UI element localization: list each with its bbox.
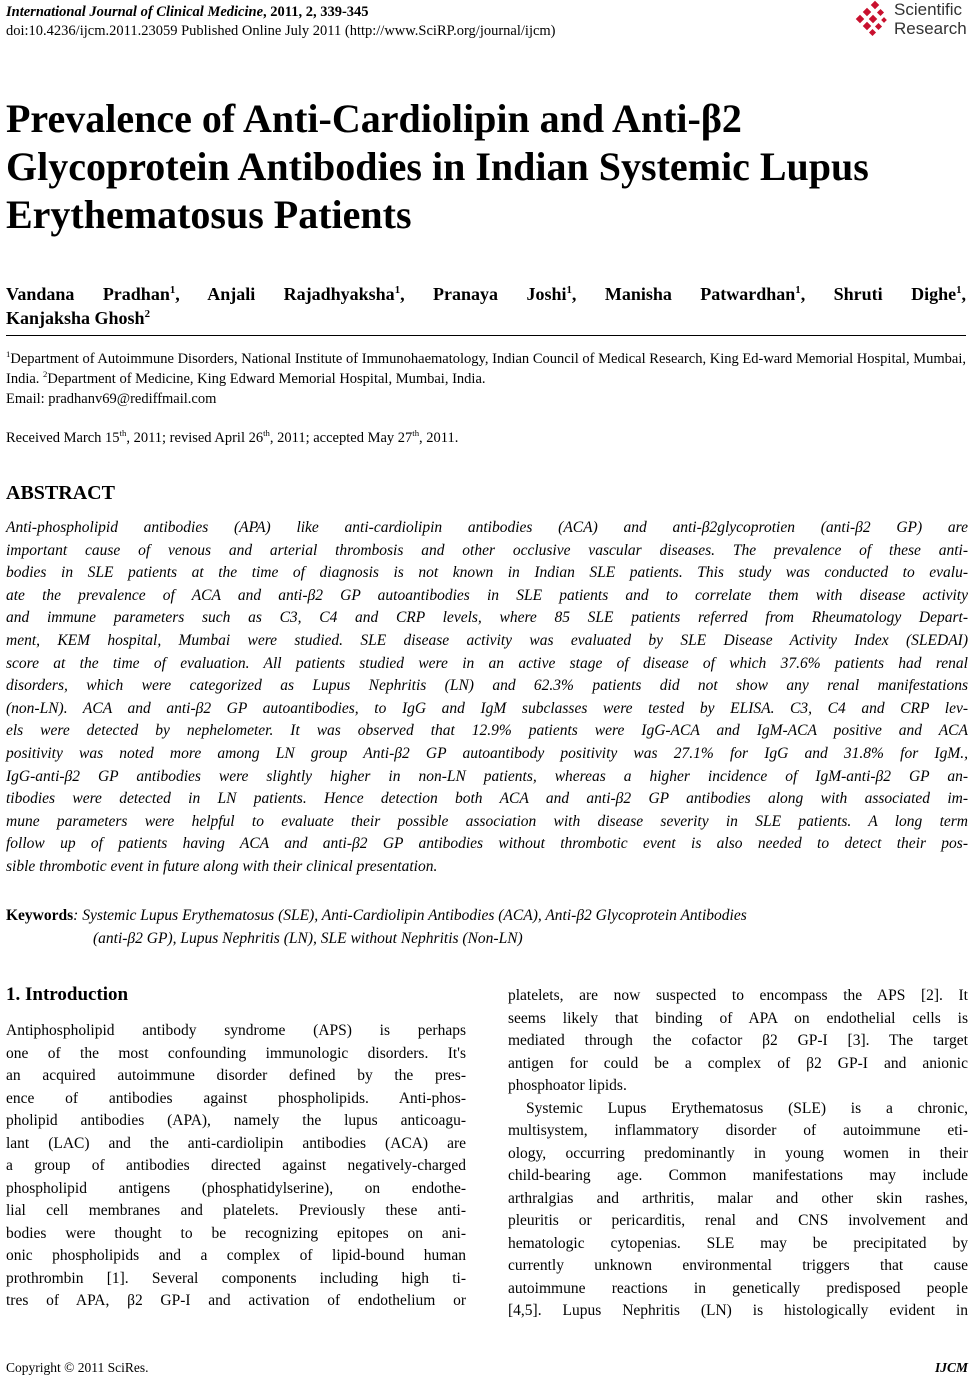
text-line: [4,5]. Lupus Nephritis (LN) is histologically evident in [508, 1302, 968, 1319]
text-line: lant (LAC) and the anti-cardiolipin antibodies (ACA) are [6, 1134, 466, 1152]
text-line: tres of APA, β2 GP-I and activation of endothelium or [6, 1292, 466, 1309]
abstract-heading: ABSTRACT [6, 482, 115, 504]
abstract-line: sible thrombotic event in future along with their clinical presentation. [6, 857, 438, 875]
journal-info: , 2011, 2, 339-345 [263, 4, 369, 20]
text-line: hematologic cytopenias. SLE may be precipitated by [508, 1234, 968, 1252]
dates-line [6, 429, 458, 447]
abstract-line: bodies in SLE patients at the time of diagnosis is not known in Indian SLE patients. This study was conducted to evalu- [6, 564, 968, 582]
author-list: Vandana Pradhan$^1$, Anjali Rajadhyaksha$^1$, Pranaya Joshi$^1$, Manisha Patwardhan$^1$, Shruti Dighe$^1$, [6, 284, 966, 304]
keywords-label: Keywords [6, 907, 74, 924]
author: Anjali Rajadhyaksha [207, 284, 395, 304]
author: Shruti Dighe [833, 284, 957, 304]
date-sup: th [263, 428, 270, 439]
right-column [508, 985, 968, 1323]
abstract-line: mune parameters were helpful to evaluate their possible association with disease severity in SLE patients. A long term [6, 812, 968, 830]
abstract-line: (non-LN). ACA and anti-β2 GP autoantibodies, to IgG and IgM subclasses were tested by ELISA. C3, C4 and CRP lev- [6, 699, 968, 717]
title-line-1: Prevalence of Anti-Cardiolipin and Anti-β2 [6, 96, 742, 141]
text-line: bodies were thought to be recognizing epitopes on ani- [6, 1224, 466, 1242]
keywords-line-1: : Systemic Lupus Erythematosus (SLE), Anti-Cardiolipin Antibodies (ACA), Anti-β2 Glycoprotein Antibodies [73, 907, 747, 924]
date-sup: th [119, 428, 127, 439]
author-sup: 1 [394, 284, 401, 296]
abstract-body [6, 517, 968, 879]
text-line: Antiphospholipid antibody syndrome (APS) is perhaps [6, 1022, 466, 1039]
journal-citation [6, 4, 369, 21]
abstract-line: ment, KEM hospital, Mumbai were studied. SLE disease activity was evaluated by SLE Disease Activity Index (SLEDAI) [6, 631, 968, 649]
text-line: ence of antibodies against phospholipids. Anti-phos- [6, 1089, 466, 1107]
affiliation [6, 349, 966, 389]
email[interactable]: Email: pradhanv69@rediffmail.com [6, 391, 217, 407]
author-list-cont [6, 306, 150, 330]
logo-line2: Research [894, 19, 967, 38]
abstract-line: disorders, which were categorized as Lupus Nephritis (LN) and 62.3% patients did not show any renal manifestations [6, 677, 968, 695]
logo-text [894, 0, 967, 38]
text-line: platelets, are now suspected to encompass the APS [2]. It [508, 987, 968, 1004]
text-line: an acquired autoimmune disorder defined by the pres- [6, 1067, 466, 1084]
section-heading: 1. Introduction [6, 984, 129, 1005]
text-line: pleuritis or pericarditis, renal and CNS involvement and [508, 1212, 968, 1229]
title-line-3: Erythematosus Patients [6, 192, 412, 237]
author: Kanjaksha Ghosh [6, 308, 145, 328]
keywords [6, 904, 968, 927]
author-sup: 1 [956, 284, 962, 296]
paper-title [6, 95, 966, 239]
text-line: prothrombin [1]. Several components including high ti- [6, 1269, 466, 1287]
author-sup: 2 [144, 308, 150, 320]
author-sup: 1 [169, 284, 176, 296]
revised-date: , 2011; revised April 26 [126, 430, 264, 446]
text-line: onic phospholipids and a complex of lipid-bound human [6, 1247, 466, 1264]
author: Manisha Patwardhan [604, 284, 796, 304]
affil-text-2: Department of Medicine, King Edward Memorial Hospital, Mumbai, India. [47, 371, 486, 387]
divider [6, 335, 966, 336]
author-sup: 1 [566, 284, 572, 296]
abstract-line: follow up of patients having ACA and anti-β2 GP antibodies without thrombotic event is also needed to detect their pos- [6, 835, 968, 853]
abstract-line: positivity was noted more among LN group Anti-β2 GP autoantibody positivity was 27.1% for IgG and 31.8% for IgM., [6, 744, 968, 762]
text-line: multisystem, inflammatory disorder of autoimmune eti- [508, 1122, 968, 1139]
scientific-research-logo-icon [852, 0, 892, 40]
text-line: Systemic Lupus Erythematosus (SLE) is a chronic, [526, 1099, 968, 1117]
text-line: ology, occurring predominantly in young women in their [508, 1144, 968, 1162]
received-date: Received March 15 [6, 430, 120, 446]
copyright: Copyright © 2011 SciRes. [6, 1360, 149, 1375]
abstract-line: ate the prevalence of ACA and anti-β2 GP autoantibodies in SLE patients and to correlate them with disease activity [6, 586, 968, 604]
abstract-line: important cause of venous and arterial thrombosis and other occlusive vascular diseases. The prevalence of these anti- [6, 541, 968, 559]
abstract-line: els were detected by nephelometer. It was observed that 12.9% patients were IgG-ACA and IgM-ACA positive and ACA [6, 722, 968, 740]
abstract-line: and immune parameters such as C3, C4 and CRP levels, where 85 SLE patients referred from Rheumatology Depart- [6, 609, 968, 627]
journal-name: International Journal of Clinical Medicine [6, 4, 264, 20]
doi-line[interactable]: doi:10.4236/ijcm.2011.23059 Published Online July 2011 (http://www.SciRP.org/journal/ijcm) [6, 23, 556, 39]
keywords-line-2: (anti-β2 GP), Lupus Nephritis (LN), SLE without Nephritis (Non-LN) [93, 930, 523, 947]
text-line: currently unknown environmental triggers that cause [508, 1257, 968, 1274]
left-column [6, 1020, 466, 1313]
abstract-line: tibodies were detected in LN patients. Hence detection both ACA and anti-β2 GP antibodies along with associated im- [6, 790, 968, 808]
abstract-line: IgG-anti-β2 GP antibodies were slightly higher in non-LN patients, whereas a higher incidence of IgM-anti-β2 GP an- [6, 767, 968, 785]
text-line: seems likely that binding of APA on endothelial cells is [508, 1009, 968, 1027]
affil-sup: 2 [43, 369, 48, 380]
publisher-logo[interactable] [852, 0, 972, 40]
affil-sup: 1 [6, 349, 11, 360]
text-line: pholipid antibodies (APA), namely the lupus anticoagu- [6, 1112, 466, 1129]
affil-text-1: Department of Autoimmune Disorders, National Institute of Immunohaematology, Indian Council of Medical Research, King Ed-ward Memorial Hospital, Mumbai, India. [6, 351, 966, 387]
author-sup: 1 [795, 284, 801, 296]
text-line: lial cell membranes and platelets. Previously these anti- [6, 1202, 466, 1219]
accepted-date: , 2011; accepted May 27 [269, 430, 413, 446]
text-line: arthralgias and arthritis, malar and other skin rashes, [508, 1189, 968, 1207]
text-line: antigen for could be a complex of β2 GP-I and anionic [508, 1054, 968, 1072]
abstract-line: score at the time of evaluation. All patients studied were in an active stage of disease of which 37.6% patients had renal [6, 654, 968, 672]
text-line: child-bearing age. Common manifestations may include [508, 1167, 968, 1184]
text-line: phosphoator lipids. [508, 1077, 627, 1094]
date-sup: th [412, 428, 420, 439]
text-line: autoimmune reactions in genetically predisposed people [508, 1279, 968, 1297]
journal-abbrev: IJCM [934, 1360, 968, 1375]
text-line: mediated through the cofactor β2 GP-I [3]. The target [508, 1032, 968, 1049]
text-line: phospholipid antigens (phosphatidylserine), on endothe- [6, 1179, 466, 1197]
logo-line1: Scientific [894, 0, 963, 19]
text-line: one of the most confounding immunologic disorders. It's [6, 1044, 466, 1062]
author: Pranaya Joshi [433, 284, 567, 304]
author: Vandana Pradhan [6, 284, 170, 304]
title-line-2: Glycoprotein Antibodies in Indian Systemic Lupus [6, 144, 869, 189]
date-suffix: , 2011. [419, 430, 459, 446]
text-line: a group of antibodies directed against negatively-charged [6, 1157, 466, 1174]
abstract-line: Anti-phospholipid antibodies (APA) like anti-cardiolipin antibodies (ACA) and anti-β2glycoprotien (anti-β2 GP) are [6, 519, 968, 536]
